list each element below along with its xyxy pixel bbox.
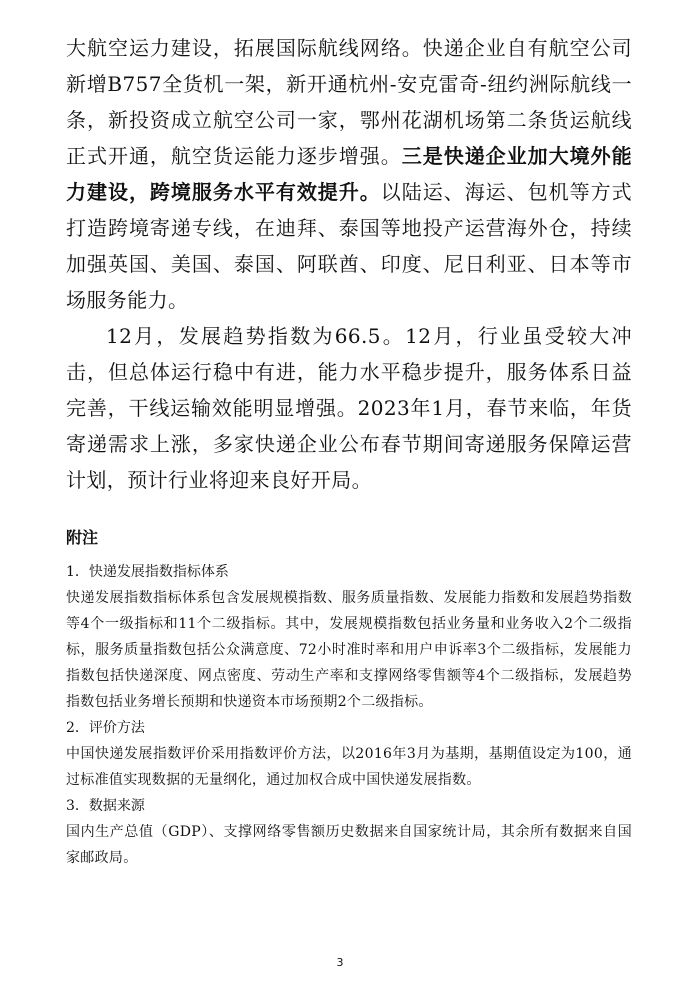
note-2-heading: 2．评价方法 xyxy=(66,720,145,736)
body-text xyxy=(66,30,632,498)
paragraph-1 xyxy=(66,30,632,318)
note-2-text: 中国快递发展指数评价采用指数评价方法，以2016年3月为基期，基期值设定为100，通过标准值实现数据的无量纲化，通过加权合成中国快递发展指数。 xyxy=(66,746,632,788)
note-3-text: 国内生产总值（GDP）、支撑网络零售额历史数据来自国家统计局，其余所有数据来自国家邮政局。 xyxy=(66,824,632,866)
notes-section xyxy=(66,527,632,871)
note-1-text: 快递发展指数指标体系包含发展规模指数、服务质量指数、发展能力指数和发展趋势指数等4个一级指标和11个二级指标。其中，发展规模指数包括业务量和业务收入2个二级指标，服务质量指数包括公众满意度、72小时准时率和用户申诉率3个二级指标，发展能力指数包括快递深度、网点密度、劳动生产率和支撑网络零售额等4个二级指标，发展趋势指数包括业务增长预期和快递资本市场预期2个二级指标。 xyxy=(66,590,632,710)
notes-title: 附注 xyxy=(66,528,99,547)
note-1-heading: 1．快递发展指数指标体系 xyxy=(66,564,229,580)
paragraph-1-part-1: 大航空运力建设，拓展国际航线网络。快递企业自有航空公司新增B757全货机一架，新开通杭州-安克雷奇-纽约洲际航线一条，新投资成立航空公司一家，鄂州花湖机场第二条货运航线正式开通，航空货运能力逐步增强。 xyxy=(66,36,632,168)
page-number: 3 xyxy=(336,956,344,969)
note-3-heading: 3．数据来源 xyxy=(66,798,145,814)
paragraph-1-lead-rest: 快递企业加大境外能力建设，跨境服务水平有效提升。 xyxy=(66,144,632,204)
paragraph-1-lead: 三是 xyxy=(401,144,444,168)
paragraph-1-part-2: 以陆运、海运、包机等方式打造跨境寄递专线，在迪拜、泰国等地投产运营海外仓，持续加强英国、美国、泰国、阿联酋、印度、尼日利亚、日本等市场服务能力。 xyxy=(66,180,632,312)
paragraph-2: 12月，发展趋势指数为66.5。12月，行业虽受较大冲击，但总体运行稳中有进，能力水平稳步提升，服务体系日益完善，干线运输效能明显增强。2023年1月，春节来临，年货寄递需求上涨，多家快递企业公布春节期间寄递服务保障运营计划，预计行业将迎来良好开局。 xyxy=(66,324,632,492)
